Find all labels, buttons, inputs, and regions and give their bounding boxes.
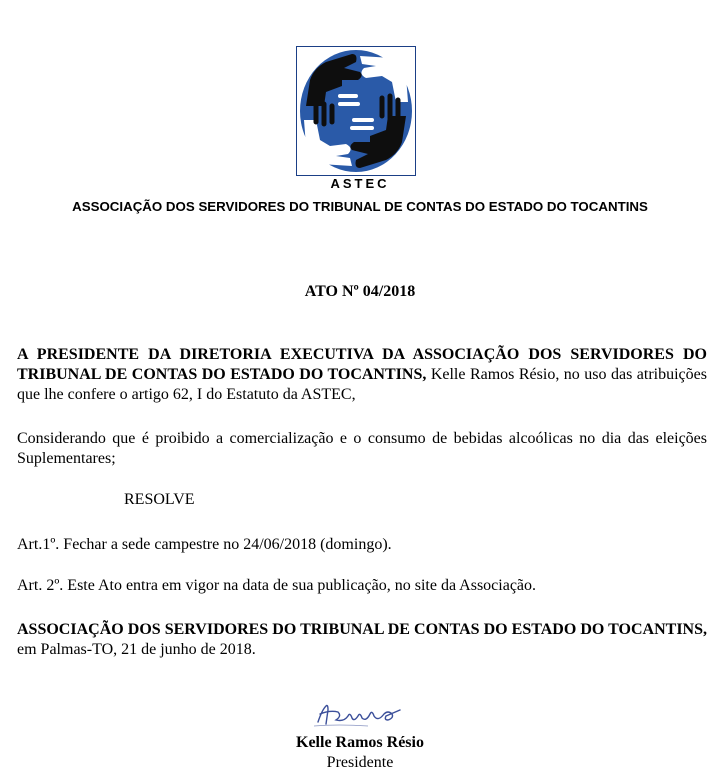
intro-rest-text: Kelle Ramos Résio, no uso das atribuições que lhe confere o artigo 62, I do Estatuto da ASTEC, (17, 366, 707, 403)
association-acronym: ASTEC (330, 176, 390, 191)
closing-bold-text: ASSOCIAÇÃO DOS SERVIDORES DO TRIBUNAL DE CONTAS DO ESTADO DO TOCANTINS, (17, 621, 707, 638)
closing-paragraph (17, 620, 707, 660)
closing-rest-text: em Palmas-TO, 21 de junho de 2018. (17, 641, 256, 658)
article-2: Art. 2º. Este Ato entra em vigor na data de sua publicação, no site da Associação. (17, 577, 537, 594)
document-title: ATO Nº 04/2018 (304, 283, 416, 300)
intro-paragraph (17, 345, 707, 405)
handwritten-signature-icon (308, 700, 404, 730)
article-1: Art.1º. Fechar a sede campestre no 24/06/2018 (domingo). (17, 536, 392, 553)
signer-name: Kelle Ramos Résio (296, 734, 424, 751)
signer-role: Presidente (326, 754, 394, 771)
association-name: ASSOCIAÇÃO DOS SERVIDORES DO TRIBUNAL DE CONTAS DO ESTADO DO TOCANTINS (72, 199, 648, 214)
astec-hands-logo-icon (296, 46, 416, 176)
resolve-heading: RESOLVE (124, 491, 195, 508)
intro-bold-text: A PRESIDENTE DA DIRETORIA EXECUTIVA DA ASSOCIAÇÃO DOS SERVIDORES DO TRIBUNAL DE CONTAS DO ESTADO DO TOCANTINS, (17, 346, 707, 383)
considering-paragraph: Considerando que é proibido a comercialização e o consumo de bebidas alcoólicas no dia das eleições Suplementares; (17, 430, 707, 467)
